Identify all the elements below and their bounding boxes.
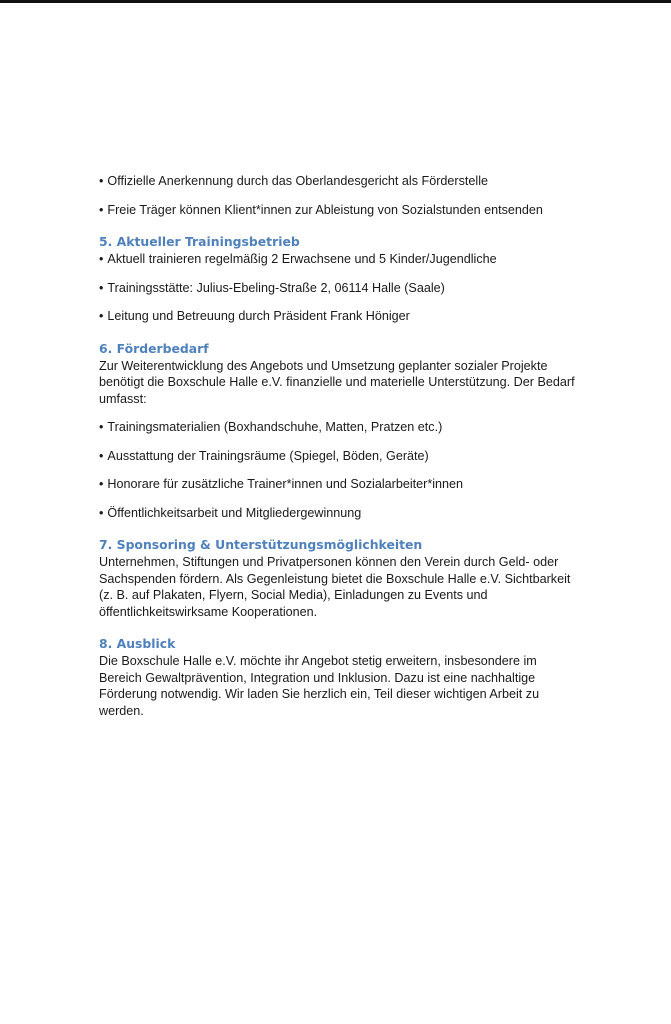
section-8-text: Die Boxschule Halle e.V. möchte ihr Angebot stetig erweitern, insbesondere im Bereich Gewaltprävention, Integration und Inklusion. Dazu ist eine nachhaltige Förderung notwendig. Wir laden Sie herzlich ein, Teil dieser wichtigen Arbeit zu werden. [99,654,540,718]
bullet-icon: • [99,174,104,188]
bullet-icon: • [99,309,104,323]
list-item: • Leitung und Betreuung durch Präsident Frank Höniger [99,309,410,323]
bullet-icon: • [99,252,104,266]
list-item: • Offizielle Anerkennung durch das Oberlandesgericht als Förderstelle [99,174,489,188]
section-6-intro: Zur Weiterentwicklung des Angebots und Umsetzung geplanter sozialer Projekte benötigt die Boxschule Halle e.V. finanzielle und materielle Unterstützung. Der Bedarf umfasst: [99,358,575,406]
list-item: • Aktuell trainieren regelmäßig 2 Erwachsene und 5 Kinder/Jugendliche [99,252,497,266]
document-page [0,3,671,1024]
list-item: • Honorare für zusätzliche Trainer*innen und Sozialarbeiter*innen [99,477,464,491]
bullet-icon: • [99,505,104,520]
list-item: • Ausstattung der Trainingsräume (Spiegel, Böden, Geräte) [99,448,429,463]
list-item: • Öffentlichkeitsarbeit und Mitgliedergewinnung [99,505,362,520]
section-heading-7: 7. Sponsoring & Unterstützungsmöglichkeiten [99,537,423,552]
section-heading-6: 6. Förderbedarf [99,340,209,356]
bullet-icon: • [99,448,104,463]
section-7-text: Unternehmen, Stiftungen und Privatpersonen können den Verein durch Geld- oder Sachspenden fördern. Als Gegenleistung bietet die Boxschule Halle e.V. Sichtbarkeit (z. B. auf Plakaten, Flyern, Social Media), Einladungen zu Events und öffentlichkeitswirksame Kooperationen. [99,555,571,619]
list-item: • Trainingsmaterialien (Boxhandschuhe, Matten, Pratzen etc.) [99,420,443,434]
bullet-icon: • [99,477,104,491]
section-heading-5: 5. Aktueller Trainingsbetrieb [99,234,300,249]
section-heading-8: 8. Ausblick [99,636,176,651]
bullet-icon: • [99,202,104,217]
list-item: • Freie Träger können Klient*innen zur Ableistung von Sozialstunden entsenden [99,202,543,217]
bullet-icon: • [99,280,104,295]
document-content [99,173,579,731]
list-item: • Trainingsstätte: Julius-Ebeling-Straße 2, 06114 Halle (Saale) [99,280,445,295]
bullet-icon: • [99,420,104,434]
